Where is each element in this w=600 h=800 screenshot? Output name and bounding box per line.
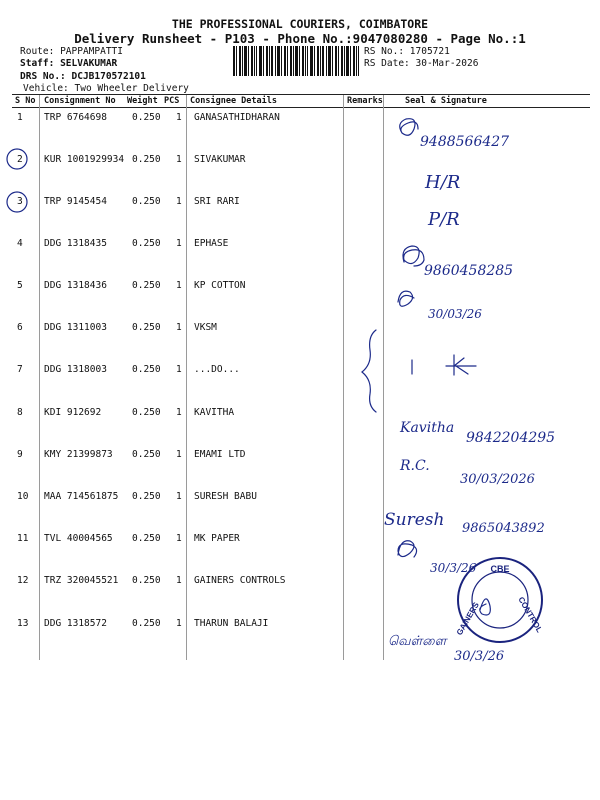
drs-value: DCJB170572101 bbox=[71, 71, 146, 82]
barcode bbox=[233, 46, 359, 76]
stamp-top-text: CBE bbox=[490, 564, 510, 574]
row-sno: 6 bbox=[17, 322, 23, 333]
row-consignment: DDG 1318572 bbox=[44, 618, 107, 629]
row-consignee: VKSM bbox=[194, 322, 217, 333]
row-sno: 1 bbox=[17, 112, 23, 123]
row-pcs: 1 bbox=[176, 238, 182, 249]
row-consignee: KP COTTON bbox=[194, 280, 246, 291]
vehicle-line bbox=[23, 83, 189, 94]
row-sno: 3 bbox=[17, 196, 23, 207]
route-line bbox=[20, 46, 123, 57]
table-row bbox=[0, 280, 600, 320]
row-consignee: SURESH BABU bbox=[194, 491, 257, 502]
row-sno: 10 bbox=[17, 491, 29, 502]
row-weight: 0.250 bbox=[132, 407, 161, 418]
runsheet-subtitle: Delivery Runsheet - P103 - Phone No.:9047080280 - Page No.:1 bbox=[74, 31, 526, 46]
hw-name-row9: R.C. bbox=[400, 458, 430, 474]
hw-name-row10: Suresh bbox=[384, 510, 445, 530]
row-consignment: TVL 40004565 bbox=[44, 533, 113, 544]
row-consignee: KAVITHA bbox=[194, 407, 235, 418]
table-row bbox=[0, 112, 600, 152]
vehicle-label: Vehicle: bbox=[23, 83, 69, 94]
hw-date-row13: 30/3/26 bbox=[454, 649, 505, 664]
row-weight: 0.250 bbox=[132, 575, 161, 586]
row-weight: 0.250 bbox=[132, 618, 161, 629]
staff-line bbox=[20, 58, 117, 69]
row-sno: 12 bbox=[17, 575, 29, 586]
row-sno: 13 bbox=[17, 618, 29, 629]
row-pcs: 1 bbox=[176, 154, 182, 165]
col-sno: S No bbox=[15, 96, 36, 106]
hw-name-row8: Kavitha bbox=[400, 420, 455, 436]
row-consignee: SIVAKUMAR bbox=[194, 154, 246, 165]
row-consignment: DDG 1318435 bbox=[44, 238, 107, 249]
row-weight: 0.250 bbox=[132, 364, 161, 375]
row-pcs: 1 bbox=[176, 491, 182, 502]
row-sno: 4 bbox=[17, 238, 23, 249]
row-consignee: MK PAPER bbox=[194, 533, 240, 544]
hw-phone-row10: 9865043892 bbox=[462, 521, 545, 536]
table-row bbox=[0, 196, 600, 236]
table-row bbox=[0, 364, 600, 404]
row-consignment: KUR 1001929934 bbox=[44, 154, 125, 165]
rs-date-line bbox=[364, 58, 478, 69]
hw-date-row11: 30/3/26 bbox=[430, 561, 477, 575]
table-row bbox=[0, 575, 600, 615]
hw-date-row5: 30/03/26 bbox=[428, 307, 482, 321]
table-row bbox=[0, 491, 600, 531]
row-pcs: 1 bbox=[176, 407, 182, 418]
row-consignment: DDG 1318436 bbox=[44, 280, 107, 291]
hw-phone-row1: 9488566427 bbox=[420, 134, 510, 150]
row-weight: 0.250 bbox=[132, 154, 161, 165]
row-pcs: 1 bbox=[176, 196, 182, 207]
company-title: THE PROFESSIONAL COURIERS, COIMBATORE bbox=[171, 17, 429, 31]
staff-value: SELVAKUMAR bbox=[60, 58, 118, 69]
hw-name-row13: வெள்ளை bbox=[388, 634, 447, 649]
row-consignment: KMY 21399873 bbox=[44, 449, 113, 460]
drs-label: DRS No.: bbox=[20, 71, 66, 82]
row-consignment: DDG 1311003 bbox=[44, 322, 107, 333]
drs-line bbox=[20, 71, 146, 82]
staff-label: Staff: bbox=[20, 58, 55, 69]
hw-mark-row2: H/R bbox=[425, 172, 461, 193]
row-sno: 5 bbox=[17, 280, 23, 291]
row-weight: 0.250 bbox=[132, 449, 161, 460]
row-pcs: 1 bbox=[176, 280, 182, 291]
table-row bbox=[0, 618, 600, 658]
col-remarks: Remarks bbox=[347, 96, 383, 106]
route-label: Route: bbox=[20, 46, 55, 57]
row-weight: 0.250 bbox=[132, 196, 161, 207]
row-consignment: TRP 9145454 bbox=[44, 196, 107, 207]
col-weight: Weight bbox=[127, 96, 158, 106]
row-weight: 0.250 bbox=[132, 112, 161, 123]
row-consignment: DDG 1318003 bbox=[44, 364, 107, 375]
row-consignee: ...DO... bbox=[194, 364, 240, 375]
row-weight: 0.250 bbox=[132, 280, 161, 291]
row-weight: 0.250 bbox=[132, 322, 161, 333]
route-value: PAPPAMPATTI bbox=[60, 46, 123, 57]
row-sno: 11 bbox=[17, 533, 29, 544]
row-consignment: KDI 912692 bbox=[44, 407, 102, 418]
row-pcs: 1 bbox=[176, 322, 182, 333]
row-pcs: 1 bbox=[176, 364, 182, 375]
rs-no-label: RS No.: bbox=[364, 46, 405, 57]
row-weight: 0.250 bbox=[132, 238, 161, 249]
table-top-rule bbox=[12, 94, 590, 95]
rs-no-value: 1705721 bbox=[409, 46, 450, 57]
rs-date-value: 30-Mar-2026 bbox=[415, 58, 479, 69]
row-weight: 0.250 bbox=[132, 533, 161, 544]
table-row bbox=[0, 154, 600, 194]
row-pcs: 1 bbox=[176, 618, 182, 629]
row-consignee: GAINERS CONTROLS bbox=[194, 575, 286, 586]
row-pcs: 1 bbox=[176, 533, 182, 544]
row-consignee: SRI RARI bbox=[194, 196, 240, 207]
table-header bbox=[0, 96, 600, 108]
table-row bbox=[0, 533, 600, 573]
col-seal: Seal & Signature bbox=[405, 96, 487, 106]
row-consignee: THARUN BALAJI bbox=[194, 618, 269, 629]
table-row bbox=[0, 449, 600, 489]
row-pcs: 1 bbox=[176, 575, 182, 586]
row-weight: 0.250 bbox=[132, 491, 161, 502]
col-consignment: Consignment No bbox=[44, 96, 116, 106]
table-row bbox=[0, 407, 600, 447]
rs-date-label: RS Date: bbox=[364, 58, 410, 69]
row-consignee: GANASATHIDHARAN bbox=[194, 112, 280, 123]
row-sno: 7 bbox=[17, 364, 23, 375]
stamp-left-text: GAINERS bbox=[454, 600, 481, 637]
row-consignment: TRP 6764698 bbox=[44, 112, 107, 123]
stamp-right-text: CONTROL bbox=[516, 595, 544, 635]
table-row bbox=[0, 322, 600, 362]
row-consignee: EPHASE bbox=[194, 238, 229, 249]
hw-phone-row8: 9842204295 bbox=[466, 430, 556, 446]
vehicle-value: Two Wheeler Delivery bbox=[74, 83, 189, 94]
row-sno: 2 bbox=[17, 154, 23, 165]
hw-phone-row4: 9860458285 bbox=[424, 263, 514, 279]
col-pcs: PCS bbox=[164, 96, 180, 106]
row-consignment: TRZ 320045521 bbox=[44, 575, 119, 586]
hw-date-row9: 30/03/2026 bbox=[460, 472, 535, 487]
hw-mark-row3: P/R bbox=[428, 209, 460, 230]
table-row bbox=[0, 238, 600, 278]
col-details: Consignee Details bbox=[190, 96, 277, 106]
row-consignment: MAA 714561875 bbox=[44, 491, 119, 502]
row-pcs: 1 bbox=[176, 449, 182, 460]
row-consignee: EMAMI LTD bbox=[194, 449, 246, 460]
row-sno: 9 bbox=[17, 449, 23, 460]
row-pcs: 1 bbox=[176, 112, 182, 123]
row-sno: 8 bbox=[17, 407, 23, 418]
rs-no-line bbox=[364, 46, 450, 57]
